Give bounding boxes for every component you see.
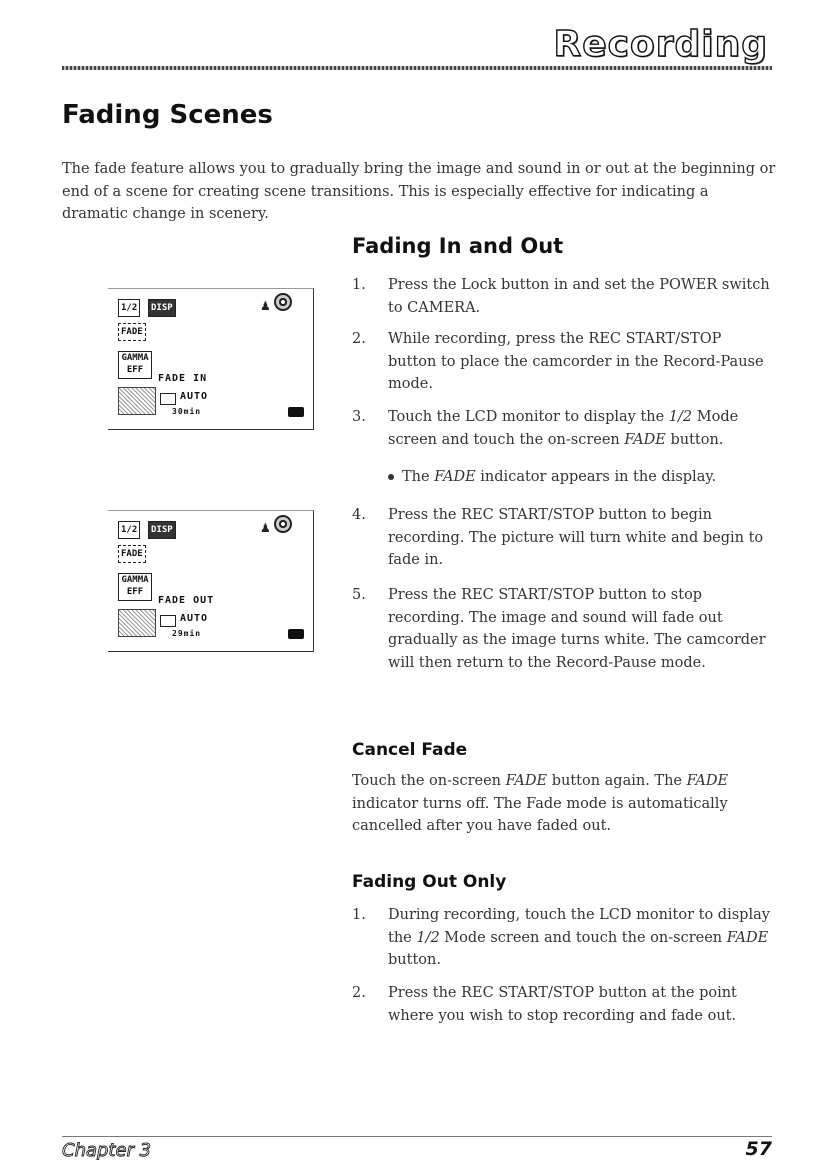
- step-2: [352, 328, 772, 396]
- auto-label: AUTO: [180, 613, 209, 624]
- step-number: 4.: [352, 507, 366, 523]
- fade-status: FADE IN: [158, 373, 208, 384]
- fade-out-step-2: [352, 982, 772, 1027]
- disp-button: DISP: [148, 521, 176, 539]
- step-text: Press the REC START/STOP button to begin recording. The picture will turn white and begin to fade in.: [388, 507, 764, 568]
- step-text: While recording, press the REC START/STOP button to place the camcorder in the Record-Pause mode.: [388, 331, 764, 392]
- step-number: 1.: [352, 277, 366, 293]
- fade-button: FADE: [118, 323, 146, 341]
- disc-icon: [274, 293, 292, 311]
- section-heading-fading-in-out: Fading In and Out: [352, 234, 564, 258]
- cancel-fade-paragraph: Touch the on-screen FADE button again. The FADE indicator turns off. The Fade mode is automatically cancelled after you have faded out.: [352, 773, 729, 834]
- disc-icon: [274, 515, 292, 533]
- disp-button: DISP: [148, 299, 176, 317]
- section-heading-fading-out-only: Fading Out Only: [352, 872, 507, 892]
- fade-out-step-1: [352, 904, 772, 972]
- dither-patch: [118, 609, 156, 637]
- step-number: 1.: [352, 907, 366, 923]
- time-remaining: 30min: [172, 407, 202, 416]
- gamma-button: GAMMA EFF: [118, 351, 152, 379]
- fade-status: FADE OUT: [158, 595, 215, 606]
- half-mode-button: 1/2: [118, 521, 140, 539]
- header-rule: [62, 66, 772, 70]
- step-number: 3.: [352, 409, 366, 425]
- step-text: Touch the LCD monitor to display the 1/2 Mode screen and touch the on-screen FADE button.: [388, 409, 739, 448]
- bullet-fade-indicator: The FADE indicator appears in the display.: [388, 466, 772, 489]
- fade-button: FADE: [118, 545, 146, 563]
- time-remaining: 29min: [172, 629, 202, 638]
- gamma-button: GAMMA EFF: [118, 573, 152, 601]
- page-title: Fading Scenes: [62, 100, 273, 130]
- battery-icon: [288, 407, 304, 417]
- battery-icon: [288, 629, 304, 639]
- chapter-label: Chapter 3: [62, 1140, 152, 1161]
- step-number: 5.: [352, 587, 366, 603]
- bullet-dot: [388, 474, 394, 480]
- tape-icon: [160, 615, 176, 627]
- lcd-screen-fade-in: [108, 288, 314, 430]
- step-text: During recording, touch the LCD monitor to display the 1/2 Mode screen and touch the on-screen FADE button.: [388, 907, 770, 968]
- half-mode-button: 1/2: [118, 299, 140, 317]
- lcd-screen-fade-out: [108, 510, 314, 652]
- person-icon: ♟: [260, 521, 271, 535]
- page-number: 57: [745, 1138, 772, 1160]
- tape-icon: [160, 393, 176, 405]
- step-text: Press the REC START/STOP button at the point where you wish to stop recording and fade out.: [388, 985, 737, 1024]
- step-3: [352, 406, 772, 451]
- step-4: [352, 504, 772, 572]
- person-icon: ♟: [260, 299, 271, 313]
- step-1: [352, 274, 772, 319]
- auto-label: AUTO: [180, 391, 209, 402]
- step-number: 2.: [352, 985, 366, 1001]
- footer-rule: [62, 1136, 772, 1137]
- intro-paragraph: The fade feature allows you to gradually bring the image and sound in or out at the beginning or end of a scene for creating scene transitions. This is especially effective for indicating a dramatic change in scenery.: [62, 161, 776, 222]
- section-heading-cancel-fade: Cancel Fade: [352, 740, 468, 760]
- step-text: Press the Lock button in and set the POWER switch to CAMERA.: [388, 277, 770, 316]
- step-number: 2.: [352, 331, 366, 347]
- header-title: Recording: [553, 24, 768, 65]
- step-text: Press the REC START/STOP button to stop recording. The image and sound will fade out gradually as the image turns white. The camcorder will then return to the Record-Pause mode.: [388, 587, 766, 671]
- dither-patch: [118, 387, 156, 415]
- step-5: [352, 584, 772, 674]
